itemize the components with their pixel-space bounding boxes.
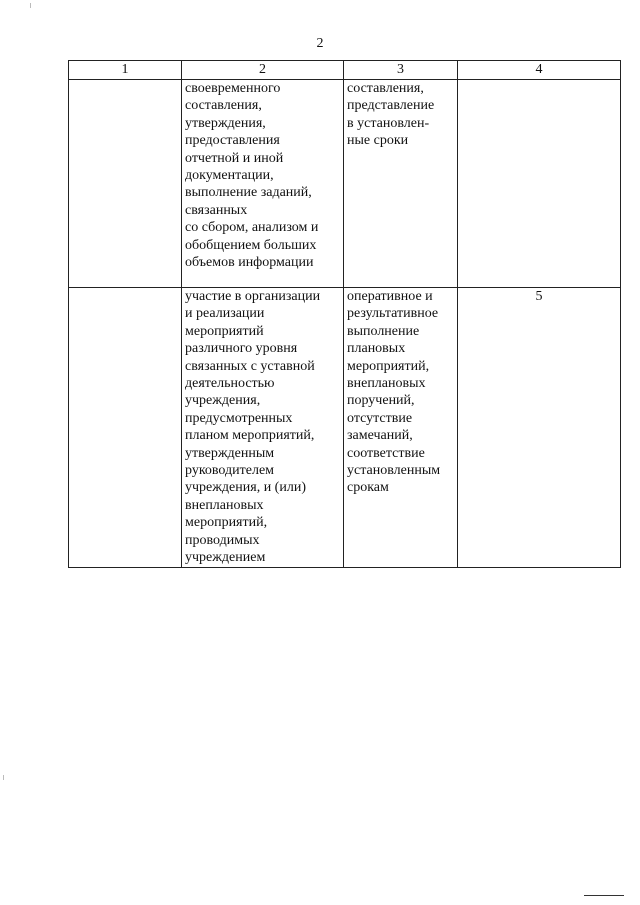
- header-col-2: 2: [182, 61, 344, 80]
- table-row: [69, 80, 621, 288]
- table-row: [69, 288, 621, 568]
- header-col-3: 3: [344, 61, 458, 80]
- scan-mark-left: [3, 775, 4, 780]
- criteria-table: [68, 60, 621, 568]
- row-2-score: 5: [458, 288, 621, 568]
- row-2-col-1: [69, 288, 182, 568]
- row-1-score: [458, 80, 621, 288]
- scan-mark-top: [30, 3, 31, 8]
- table-header-row: [69, 61, 621, 80]
- header-col-1: 1: [69, 61, 182, 80]
- footer-rule: [584, 895, 624, 896]
- row-2-criterion: участие в организации и реализации мероприятий различного уровня связанных с уставной деятельностью учреждения, предусмотренных планом мероприятий, утвержденным руководителем учреждения, и (или) внеплановых мероприятий, проводимых учреждением: [182, 288, 344, 568]
- row-2-condition: оперативное и результативное выполнение плановых мероприятий, внеплановых поручений, отсутствие замечаний, соответствие установленным срокам: [344, 288, 458, 568]
- row-1-criterion: своевременного составления, утверждения, предоставления отчетной и иной документации, выполнение заданий, связанных со сбором, анализом и обобщением больших объемов информации: [182, 80, 344, 288]
- page-number: 2: [316, 36, 324, 51]
- row-1-col-1: [69, 80, 182, 288]
- header-col-4: 4: [458, 61, 621, 80]
- row-1-condition: составления, представление в установлен- ные сроки: [344, 80, 458, 288]
